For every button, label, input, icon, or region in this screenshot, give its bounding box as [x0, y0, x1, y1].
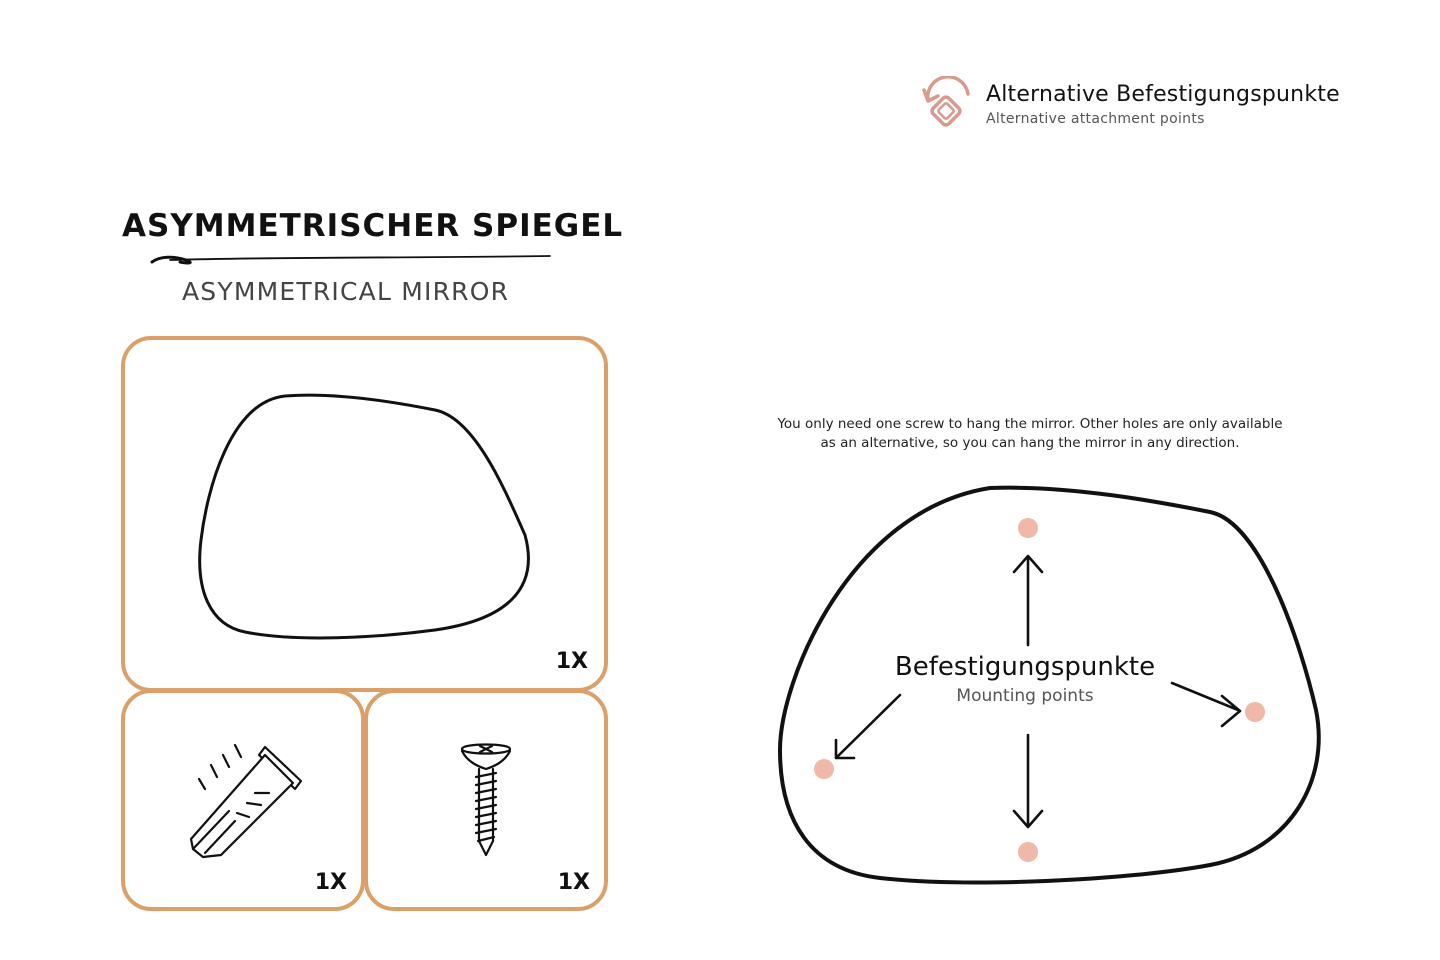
- mounting-point-left: [814, 759, 834, 779]
- legend-title: Alternative Befestigungspunkte: [986, 82, 1340, 107]
- wall-plug-quantity: 1X: [314, 870, 347, 895]
- screw-quantity: 1X: [557, 870, 590, 895]
- hanging-note: [770, 415, 1290, 453]
- product-title-de: ASYMMETRISCHER SPIEGEL: [122, 208, 624, 244]
- arrow-right-down-icon: [1172, 683, 1240, 726]
- hanging-note-line-2: as an alternative, so you can hang the mirror in any direction.: [820, 435, 1240, 451]
- hanging-note-line-1: You only need one screw to hang the mirror. Other holes are only available: [777, 416, 1283, 432]
- screw-part-box: [364, 689, 608, 911]
- mounting-point-right: [1245, 702, 1265, 722]
- mounting-point-bottom: [1018, 842, 1038, 862]
- arrow-up-icon: [1014, 556, 1042, 645]
- mounting-points-title: Befestigungspunkte: [894, 652, 1156, 682]
- mirror-quantity: 1X: [555, 649, 588, 674]
- mirror-part-box: [121, 336, 608, 692]
- mirror-icon: [125, 340, 604, 688]
- product-title-en: ASYMMETRICAL MIRROR: [182, 277, 510, 306]
- legend: [918, 76, 1358, 136]
- title-underline: [150, 254, 554, 266]
- mounting-point-top: [1018, 518, 1038, 538]
- wall-plug-part-box: [121, 689, 365, 911]
- mounting-points-subtitle: Mounting points: [956, 686, 1094, 706]
- legend-subtitle: Alternative attachment points: [986, 111, 1205, 127]
- arrow-down-icon: [1014, 735, 1042, 827]
- rotate-attachment-icon: [918, 76, 978, 136]
